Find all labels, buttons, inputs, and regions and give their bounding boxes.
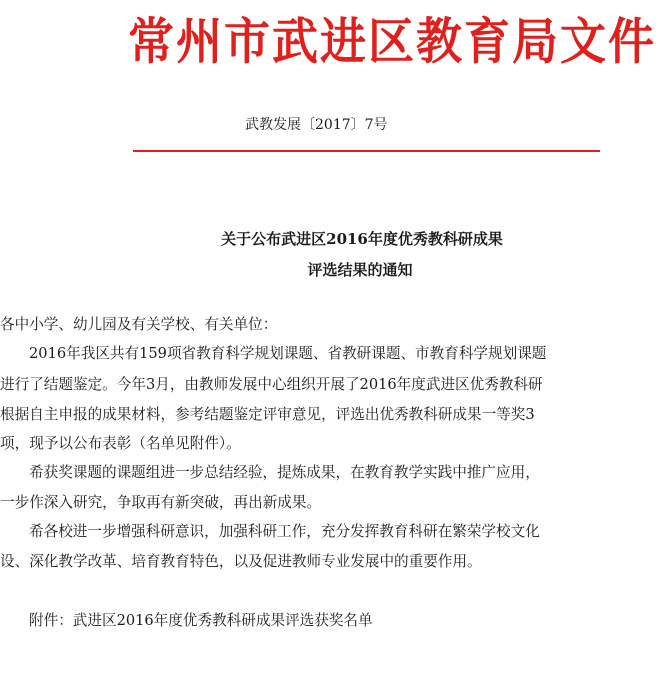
- paragraph-1-line-3: 根据自主申报的成果材料，参考结题鉴定评审意见，评选出优秀教科研成果一等奖3: [0, 406, 535, 423]
- paragraph-1-line-1: 2016年我区共有159项省教育科学规划课题、省教研课题、市教育科学规划课题: [29, 345, 547, 362]
- paragraph-1-line-4: 项，现予以公布表彰（名单见附件）。: [0, 435, 241, 452]
- document-number: 武教发展〔2017〕7号: [245, 117, 388, 133]
- paragraph-2-line-1: 希获奖课题的课题组进一步总结经验，提炼成果，在教育教学实践中推广应用，: [29, 464, 540, 481]
- notice-title-line-1: 关于公布武进区2016年度优秀教科研成果: [221, 230, 503, 248]
- red-divider-rule: [133, 150, 600, 152]
- attachment-note: 附件：武进区2016年度优秀教科研成果评选获奖名单: [29, 612, 373, 629]
- paragraph-3-line-1: 希各校进一步增强科研意识，加强科研工作，充分发挥教育科研在繁荣学校文化: [29, 523, 540, 540]
- paragraph-1-line-2: 进行了结题鉴定。今年3月，由教师发展中心组织开展了2016年度武进区优秀教科研: [0, 376, 543, 393]
- paragraph-2-line-2: 一步作深入研究，争取再有新突破，再出新成果。: [0, 494, 322, 511]
- salutation: 各中小学、幼儿园及有关学校、有关单位：: [0, 316, 278, 333]
- paragraph-3-line-2: 设、深化教学改革、培育教育特色，以及促进教师专业发展中的重要作用。: [0, 553, 482, 570]
- document-masthead: 常州市武进区教育局文件: [128, 11, 656, 71]
- notice-title-line-2: 评选结果的通知: [307, 261, 413, 279]
